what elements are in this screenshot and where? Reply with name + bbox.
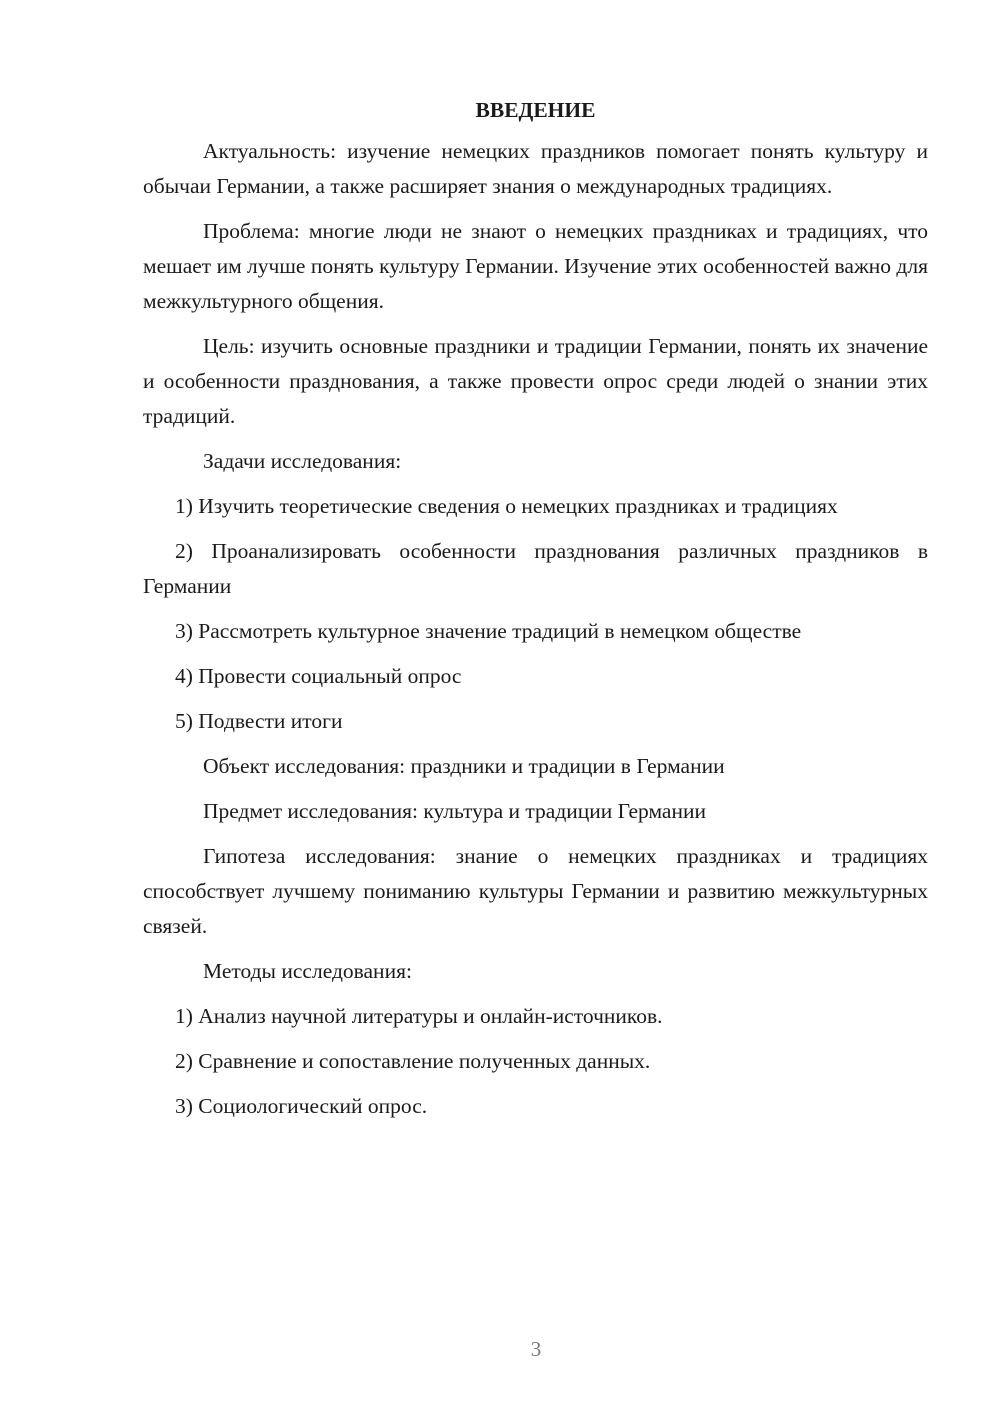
task-item-1: 1) Изучить теоретические сведения о немецких праздниках и традициях xyxy=(175,494,838,518)
methods-title: Методы исследования: xyxy=(203,959,412,983)
problem-paragraph: Проблема: многие люди не знают о немецких праздниках и традициях, что мешает им лучше понять культуру Германии. Изучение этих особенностей важно для межкультурного общения. xyxy=(143,219,928,313)
tasks-title: Задачи исследования: xyxy=(203,449,402,473)
goal-paragraph: Цель: изучить основные праздники и традиции Германии, понять их значение и особенности празднования, а также провести опрос среди людей о знании этих традиций. xyxy=(143,334,928,428)
page-content xyxy=(143,93,928,1134)
task-item-3: 3) Рассмотреть культурное значение традиций в немецком обществе xyxy=(175,619,802,643)
task-item-5: 5) Подвести итоги xyxy=(175,709,343,733)
method-item-2: 2) Сравнение и сопоставление полученных данных. xyxy=(175,1049,651,1073)
task-item-4: 4) Провести социальный опрос xyxy=(175,664,462,688)
method-item-1: 1) Анализ научной литературы и онлайн-источников. xyxy=(175,1004,663,1028)
hypothesis-paragraph: Гипотеза исследования: знание о немецких праздниках и традициях способствует лучшему пониманию культуры Германии и развитию межкультурных связей. xyxy=(143,844,928,938)
method-item-3: 3) Социологический опрос. xyxy=(175,1094,428,1118)
page-number: 3 xyxy=(530,1337,542,1361)
object-paragraph: Объект исследования: праздники и традиции в Германии xyxy=(203,754,725,778)
page-title: ВВЕДЕНИЕ xyxy=(475,98,596,122)
task-item-2: 2) Проанализировать особенности празднования различных праздников в Германии xyxy=(143,539,928,598)
subject-paragraph: Предмет исследования: культура и традиции Германии xyxy=(203,799,706,823)
relevance-paragraph: Актуальность: изучение немецких праздников помогает понять культуру и обычаи Германии, а также расширяет знания о международных традициях. xyxy=(143,139,928,198)
